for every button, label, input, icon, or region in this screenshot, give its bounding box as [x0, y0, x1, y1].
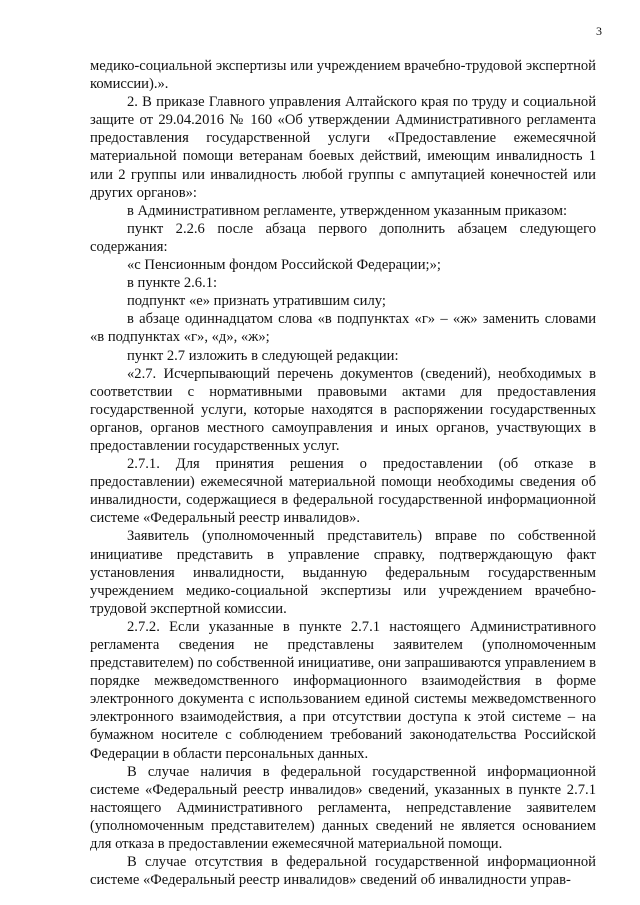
paragraph-subpoint-e: подпункт «е» признать утратившим силу; [127, 293, 386, 310]
paragraph-registry-absent: В случае отсутствия в федеральной государственной информационной системе «Федеральный реестр инвалидов» сведений об инвалидности управ- [90, 854, 596, 889]
document-body [90, 57, 596, 889]
paragraph-eleventh-clause: в абзаце одиннадцатом слова «в подпунктах «г» – «ж» заменить словами «в подпунктах «г», «д», «ж»; [90, 311, 596, 346]
paragraph-2-7-1: 2.7.1. Для принятия решения о предоставлении (об отказе в предоставлении) ежемесячной материальной помощи необходимы сведения об инвалидности, содержащиеся в федеральной государственной информационной системе «Федеральный реестр инвалидов». [90, 456, 596, 527]
paragraph-pension-fund: «с Пенсионным фондом Российской Федерации;»; [127, 257, 441, 274]
paragraph-point-2-7: пункт 2.7 изложить в следующей редакции: [127, 347, 399, 364]
paragraph-regulation-intro: в Административном регламенте, утвержденном указанным приказом: [127, 202, 568, 219]
paragraph-point-2-2-6: пункт 2.2.6 после абзаца первого дополнить абзацем следующего содержания: [90, 220, 596, 255]
paragraph-registry-present: В случае наличия в федеральной государственной информационной системе «Федеральный реестр инвалидов» сведений, указанных в пункте 2.7.1 настоящего Административного регламента, непредставление заявителем (уполномоченным представителем) данных сведений не является основанием для отказа в предоставлении ежемесячной материальной помощи. [90, 763, 596, 853]
paragraph-2-7-2: 2.7.2. Если указанные в пункте 2.7.1 настоящего Административного регламента сведения не представлены заявителем (уполномоченным представителем) по собственной инициативе, они запрашиваются управлением в порядке межведомственного информационного взаимодействия в форме электронного документа с использованием единой системы межведомственного электронного взаимодействия, а при отсутствии доступа к этой системе – на бумажном носителе с соблюдением требований законодательства Российской Федерации в области персональных данных. [90, 618, 596, 762]
paragraph-2-7: «2.7. Исчерпывающий перечень документов (сведений), необходимых в соответствии с нормативными правовыми актами для предоставления государственной услуги, которые находятся в распоряжении государственных органов, органов местного самоуправления и иных органов, участвующих в предоставлении государственных услуг. [90, 365, 596, 454]
paragraph-point-2-6-1: в пункте 2.6.1: [127, 275, 218, 292]
paragraph-applicant: Заявитель (уполномоченный представитель) вправе по собственной инициативе представить в управление справку, подтверждающую факт установления инвалидности, выданную федеральным государственным учреждением медико-социальной экспертизы или учреждением врачебно-трудовой экспертной комиссии. [90, 528, 596, 617]
paragraph-continuation: медико-социальной экспертизы или учреждением врачебно-трудовой экспертной комиссии).». [90, 58, 596, 93]
page-number: 3 [596, 24, 602, 38]
paragraph-item-2-order: 2. В приказе Главного управления Алтайского края по труду и социальной защите от 29.04.2016 № 160 «Об утверждении Административного регламента предоставления государственной услуги «Предоставление ежемесячной материальной помощи ветеранам боевых действий, имеющим инвалидность 1 или 2 группы или инвалидность любой группы с ампутацией конечностей или других органов»: [90, 94, 596, 201]
